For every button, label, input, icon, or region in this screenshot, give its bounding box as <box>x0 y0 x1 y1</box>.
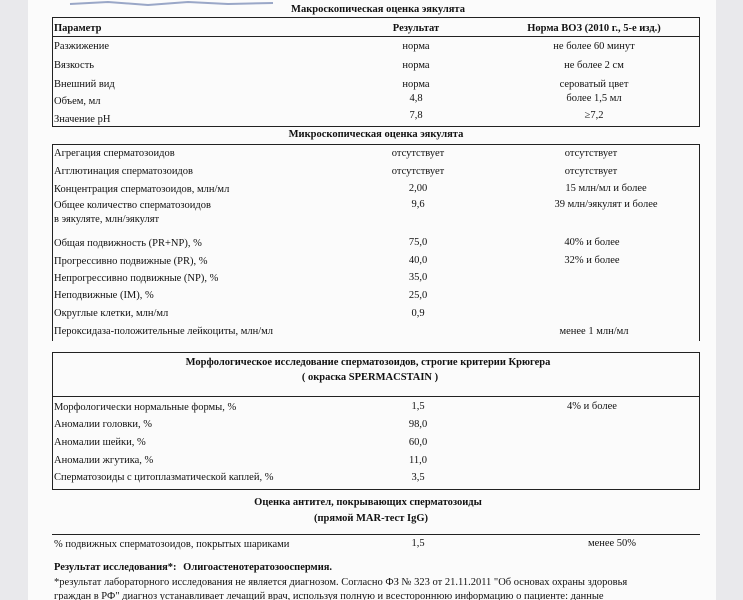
row-result: 1,5 <box>411 538 425 549</box>
row-result: 9,6 <box>411 199 425 210</box>
row-result: 7,8 <box>409 110 423 121</box>
row-result: отсутствует <box>391 166 445 177</box>
row-result: 1,5 <box>411 401 425 412</box>
row-norm: 40% и более <box>564 237 620 248</box>
row-param: Аномалии шейки, % <box>54 437 146 448</box>
row-norm: 15 млн/мл и более <box>565 183 647 194</box>
header-result: Результат <box>392 23 440 34</box>
row-result: 25,0 <box>408 290 428 301</box>
row-result: 40,0 <box>408 255 428 266</box>
row-param: Сперматозоиды с цитоплазматической каплей, % <box>54 472 274 483</box>
divider <box>52 352 53 489</box>
row-result: 3,5 <box>411 472 425 483</box>
row-norm: менее 1 млн/мл <box>559 326 629 337</box>
divider <box>52 17 53 126</box>
row-result: норма <box>402 41 430 52</box>
row-result: 11,0 <box>409 455 427 466</box>
row-norm: 32% и более <box>564 255 620 266</box>
conclusion <box>54 562 332 574</box>
antibody-subtitle: (прямой MAR-тест IgG) <box>314 513 428 524</box>
row-norm: более 1,5 мл <box>566 93 622 104</box>
divider <box>52 396 700 397</box>
footnote-line2: граждан в РФ" диагноз устанавливает лечащий врач, используя полную и всестороннюю информацию о пациенте: данные <box>54 591 604 600</box>
row-norm: 39 млн/эякулят и более <box>554 199 658 210</box>
document-page <box>28 0 716 600</box>
row-param: Прогрессивно подвижные (PR), % <box>54 256 208 267</box>
conclusion-value: Олигоастенотератозооспермия. <box>183 562 333 573</box>
row-param: Агрегация сперматозоидов <box>54 148 175 159</box>
row-norm: сероватый цвет <box>559 79 629 90</box>
row-param: Вязкость <box>54 60 95 71</box>
scribble-mark <box>68 0 278 7</box>
divider <box>52 489 700 490</box>
row-result: 60,0 <box>408 437 428 448</box>
row-result: 0,9 <box>411 308 425 319</box>
row-param: Значение рН <box>54 114 111 125</box>
row-norm: не более 60 минут <box>553 41 635 52</box>
divider <box>699 17 700 126</box>
row-param-line2: в эякуляте, млн/эякулят <box>54 214 160 225</box>
divider <box>52 352 700 353</box>
row-result: 4,8 <box>409 93 423 104</box>
divider <box>52 126 700 127</box>
row-norm: не более 2 см <box>564 60 624 71</box>
row-param: Общее количество сперматозоидов <box>54 200 211 211</box>
row-norm: ≥7,2 <box>584 110 604 121</box>
row-param: Общая подвижность (PR+NP), % <box>54 238 202 249</box>
header-param: Параметр <box>54 23 102 34</box>
row-param: Округлые клетки, млн/мл <box>54 308 169 319</box>
divider <box>52 144 53 341</box>
antibody-title: Оценка антител, покрывающих сперматозоиды <box>254 497 482 508</box>
divider <box>699 352 700 489</box>
row-param: Разжижение <box>54 41 110 52</box>
header-norm: Норма ВОЗ (2010 г., 5-е изд.) <box>527 23 661 34</box>
row-param: Морфологически нормальные формы, % <box>54 402 237 413</box>
row-norm: 4% и более <box>567 401 617 412</box>
row-param: Агглютинация сперматозоидов <box>54 166 193 177</box>
divider <box>699 144 700 341</box>
divider <box>52 144 700 145</box>
conclusion-label: Результат исследования*: <box>54 562 177 573</box>
row-param: Непрогрессивно подвижные (NP), % <box>54 273 219 284</box>
divider <box>52 534 700 535</box>
morph-title: Морфологическое исследование сперматозоидов, строгие критерии Крюгера <box>185 357 551 368</box>
row-norm: менее 50% <box>587 538 637 549</box>
row-param: Пероксидаза-положительные лейкоциты, млн/мл <box>54 326 274 337</box>
row-result: отсутствует <box>391 148 445 159</box>
row-norm: отсутствует <box>564 148 618 159</box>
footnote-line1: *результат лабораторного исследования не является диагнозом. Согласно ФЗ № 323 от 21.11.2011 "Об основах охраны здоровья <box>54 577 628 588</box>
row-param: Неподвижные (IM), % <box>54 290 154 301</box>
row-result: 75,0 <box>408 237 428 248</box>
row-param: Объем, мл <box>54 96 101 107</box>
row-result: 98,0 <box>408 419 428 430</box>
row-param: Внешний вид <box>54 79 115 90</box>
macro-title: Макроскопическая оценка эякулята <box>291 4 465 15</box>
divider <box>52 17 700 18</box>
micro-title: Микроскопическая оценка эякулята <box>288 129 464 140</box>
row-norm: отсутствует <box>564 166 618 177</box>
morph-subtitle: ( окраска SPERMACSTAIN ) <box>301 372 439 383</box>
row-result: норма <box>402 79 430 90</box>
row-result: 35,0 <box>408 272 428 283</box>
row-param: Аномалии жгутика, % <box>54 455 154 466</box>
row-param: % подвижных сперматозоидов, покрытых шариками <box>54 539 290 550</box>
row-result: норма <box>402 60 430 71</box>
divider <box>52 36 700 37</box>
row-param: Концентрация сперматозоидов, млн/мл <box>54 184 230 195</box>
row-result: 2,00 <box>408 183 428 194</box>
row-param: Аномалии головки, % <box>54 419 153 430</box>
